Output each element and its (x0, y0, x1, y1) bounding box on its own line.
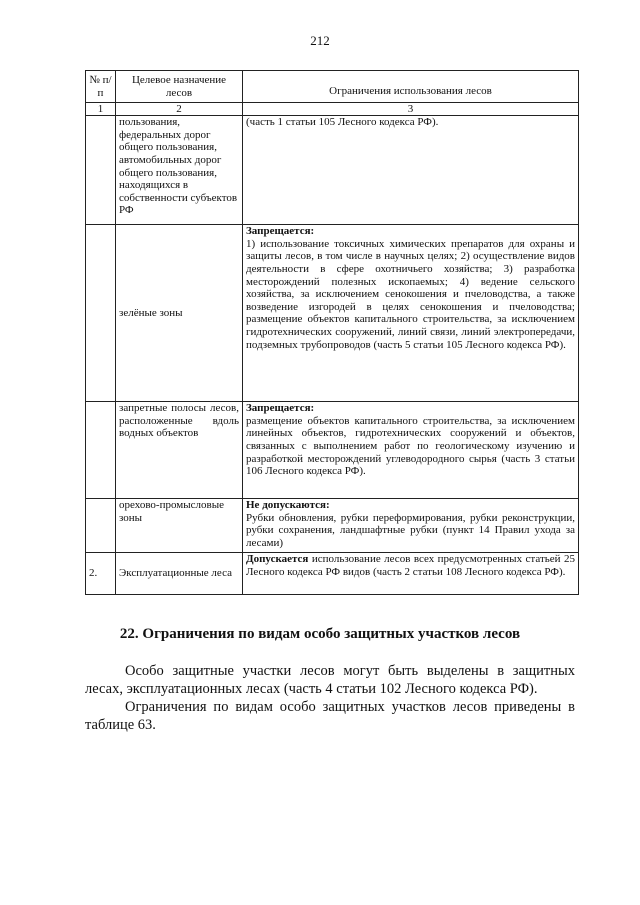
header-restrictions: Ограничения использования лесов (243, 71, 579, 103)
col-number: 1 (86, 103, 116, 116)
row-lead: Допускается (246, 553, 309, 566)
table-row (86, 553, 579, 595)
row-lead: Запрещается: (246, 402, 315, 415)
row-num (86, 499, 116, 553)
row-num (86, 225, 116, 402)
table-row (86, 402, 579, 499)
row-purpose: Эксплуатационные леса (116, 553, 243, 595)
col-number: 3 (243, 103, 579, 116)
section-heading: 22. Ограничения по видам особо защитных участков лесов (119, 626, 521, 642)
header-num: № п/п (86, 71, 116, 103)
header-purpose: Целевое назначение лесов (116, 71, 243, 103)
row-num (86, 116, 116, 225)
row-restrictions (243, 116, 579, 225)
col-number: 2 (116, 103, 243, 116)
row-text: (часть 1 статьи 105 Лесного кодекса РФ). (246, 116, 439, 129)
paragraph: Особо защитные участки лесов могут быть выделены в защитных лесах, эксплуатационных лесах (часть 4 статьи 102 Лесного кодекса РФ). (85, 663, 575, 697)
page-number: 212 (310, 33, 330, 48)
row-text: размещение объектов капитального строительства, за исключением линейных объектов, гидротехнических сооружений и объектов, связанных с выполнением работ по геологическому изучению и разработкой месторождений углеводородного сырья (часть 3 статьи 106 Лесного кодекса РФ). (246, 414, 575, 478)
row-restrictions (243, 499, 579, 553)
row-purpose: зелёные зоны (116, 225, 243, 402)
row-lead: Запрещается: (246, 225, 315, 238)
table-row (86, 225, 579, 402)
row-num: 2. (86, 553, 116, 595)
row-purpose: запретные полосы лесов, расположенные вдоль водных объектов (116, 402, 243, 499)
table-row (86, 499, 579, 553)
restrictions-table (85, 70, 579, 595)
row-restrictions (243, 553, 579, 595)
row-text: Рубки обновления, рубки переформирования, рубки реконструкции, рубки сохранения, ландшафтные рубки (пункт 14 Правил ухода за лесами) (246, 511, 575, 549)
table-row (86, 116, 579, 225)
row-purpose: пользования, федеральных дорог общего пользования, автомобильных дорог общего пользования, находящихся в собственности субъектов РФ (116, 116, 243, 225)
row-text: 1) использование токсичных химических препаратов для охраны и защиты лесов, в том числе в научных целях; 2) осуществление видов деятельности в сфере охотничьего хозяйства; 3) разработка месторождений полезных ископаемых; 4) ведение сельского хозяйства, за исключением сенокошения и пчеловодства, а также возведение изгородей в целях сенокошения и пчеловодства; размещение объектов капитального строительства, за исключением гидротехнических сооружений, линий связи, линий электропередачи, подземных трубопроводов (часть 5 статьи 105 Лесного кодекса РФ). (246, 237, 575, 351)
row-lead: Не допускаются: (246, 499, 330, 512)
row-text: использование лесов всех предусмотренных статьей 25 Лесного кодекса РФ видов (часть 2 статьи 108 Лесного кодекса РФ). (246, 553, 575, 578)
paragraph: Ограничения по видам особо защитных участков лесов приведены в таблице 63. (85, 699, 575, 733)
row-num (86, 402, 116, 499)
column-number-row (86, 103, 579, 116)
table-header-row (86, 71, 579, 103)
row-purpose: орехово-промысловые зоны (116, 499, 243, 553)
row-restrictions (243, 402, 579, 499)
row-restrictions (243, 225, 579, 402)
